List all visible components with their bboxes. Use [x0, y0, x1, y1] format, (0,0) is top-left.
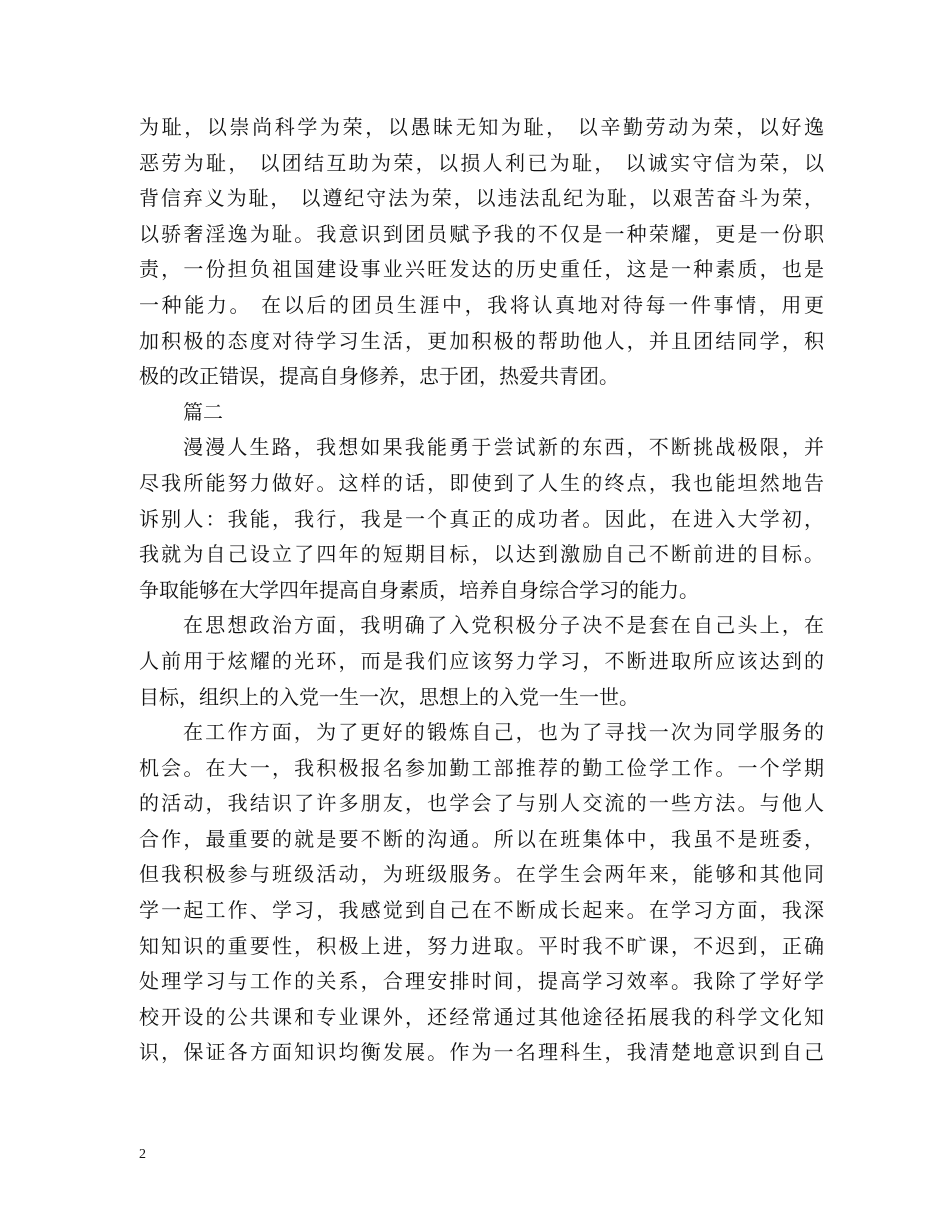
text-line: 尽我所能努力做好。这样的话，即使到了人生的终点，我也能坦然地告 — [139, 470, 824, 495]
text-line: 责，一份担负祖国建设事业兴旺发达的历史重任，这是一种素质，也是 — [139, 257, 824, 282]
text-line: 以骄奢淫逸为耻。我意识到团员赋予我的不仅是一种荣耀，更是一份职 — [139, 221, 824, 246]
text-line: 漫漫人生路，我想如果我能勇于尝试新的东西，不断挑战极限，并 — [183, 435, 824, 460]
text-line: 为耻，以崇尚科学为荣，以愚昧无知为耻， 以辛勤劳动为荣，以好逸 — [139, 115, 824, 139]
document-body — [139, 110, 824, 1071]
text-line: 识，保证各方面知识均衡发展。作为一名理科生，我清楚地意识到自己 — [139, 1040, 824, 1065]
text-line: 在思想政治方面，我明确了入党积极分子决不是套在自己头上，在 — [183, 613, 824, 638]
text-line: 学一起工作、学习，我感觉到自己在不断成长起来。在学习方面，我深 — [139, 898, 824, 923]
text-line: 合作，最重要的就是要不断的沟通。所以在班集体中，我虽不是班委， — [139, 826, 824, 851]
page-number: 2 — [139, 1147, 146, 1162]
text-line: 背信弃义为耻， 以遵纪守法为荣，以违法乱纪为耻，以艰苦奋斗为荣， — [139, 186, 824, 211]
text-line: 争取能够在大学四年提高自身素质，培养自身综合学习的能力。 — [139, 577, 699, 602]
text-line: 加积极的态度对待学习生活，更加积极的帮助他人，并且团结同学，积 — [139, 328, 824, 353]
text-line: 知知识的重要性，积极上进，努力进取。平时我不旷课，不迟到，正确 — [139, 933, 824, 958]
text-line: 机会。在大一，我积极报名参加勤工部推荐的勤工俭学工作。一个学期 — [139, 755, 824, 780]
text-line: 恶劳为耻， 以团结互助为荣，以损人利已为耻， 以诚实守信为荣，以 — [139, 150, 824, 175]
text-line: 校开设的公共课和专业课外，还经常通过其他途径拓展我的科学文化知 — [139, 1004, 824, 1029]
text-line: 处理学习与工作的关系，合理安排时间，提高学习效率。我除了学好学 — [139, 969, 824, 994]
text-line: 诉别人：我能，我行，我是一个真正的成功者。因此，在进入大学初， — [139, 506, 824, 531]
text-line: 的活动，我结识了许多朋友，也学会了与别人交流的一些方法。与他人 — [139, 791, 824, 816]
text-line: 目标，组织上的入党一生一次，思想上的入党一生一世。 — [139, 684, 639, 709]
text-line: 极的改正错误，提高自身修养，忠于团，热爱共青团。 — [139, 364, 619, 389]
text-line: 一种能力。 在以后的团员生涯中，我将认真地对待每一件事情，用更 — [139, 292, 824, 317]
text-line: 篇二 — [183, 399, 223, 424]
text-line: 在工作方面，为了更好的锻炼自己，也为了寻找一次为同学服务的 — [183, 720, 824, 745]
text-line: 但我积极参与班级活动，为班级服务。在学生会两年来，能够和其他同 — [139, 862, 824, 887]
text-line: 我就为自己设立了四年的短期目标，以达到激励自己不断前进的目标。 — [139, 542, 824, 567]
text-line: 人前用于炫耀的光环，而是我们应该努力学习，不断进取所应该达到的 — [139, 648, 824, 673]
